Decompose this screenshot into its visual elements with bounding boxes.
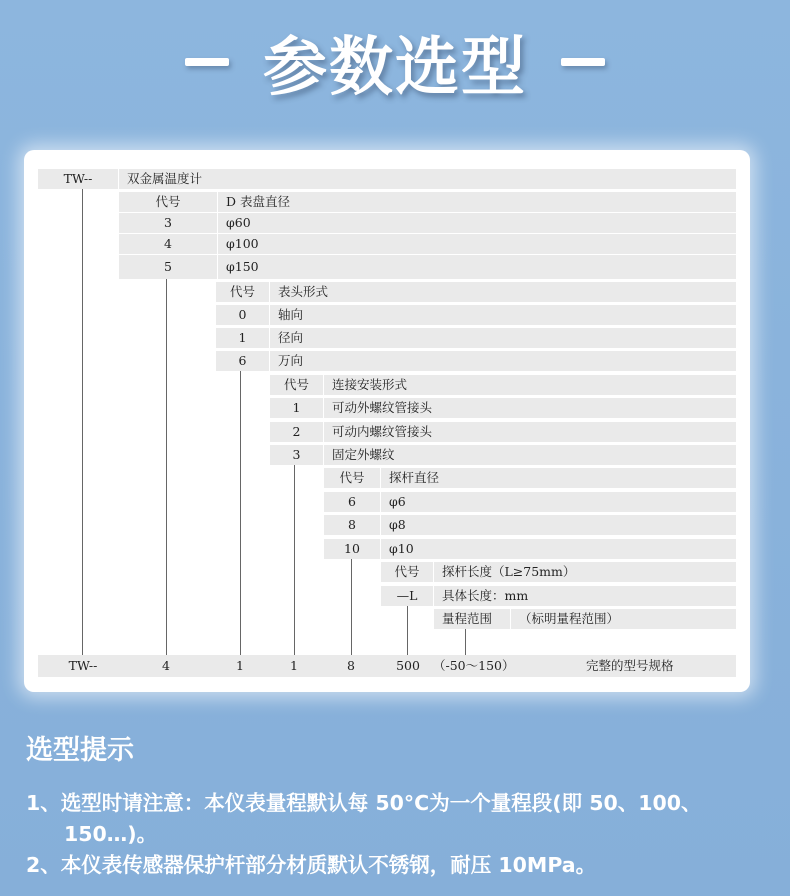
final-dial: 4 bbox=[162, 658, 170, 673]
length-code: —L bbox=[381, 586, 433, 606]
length-value: 具体长度：mm bbox=[434, 586, 736, 606]
head-value: 轴向 bbox=[270, 305, 736, 325]
length-code-header: 代号 bbox=[381, 562, 433, 582]
conn-value: 可动内螺纹管接头 bbox=[324, 422, 736, 442]
final-model-row bbox=[38, 655, 736, 677]
model-selection-table bbox=[24, 150, 750, 692]
connector-line bbox=[240, 371, 241, 655]
tips-heading: 选型提示 bbox=[26, 735, 134, 766]
title-left-dash bbox=[185, 58, 229, 66]
head-code: 6 bbox=[216, 351, 269, 371]
selection-table-panel bbox=[24, 150, 750, 692]
connector-line bbox=[294, 465, 295, 655]
final-range: （-50～150） bbox=[433, 658, 515, 673]
product-name-cell: 双金属温度计 bbox=[119, 169, 736, 189]
dial-value: φ60 bbox=[218, 213, 736, 233]
model-code-cell: TW-- bbox=[38, 169, 118, 189]
conn-value: 可动外螺纹管接头 bbox=[324, 398, 736, 418]
conn-value: 固定外螺纹 bbox=[324, 445, 736, 465]
conn-name-header: 连接安装形式 bbox=[324, 375, 736, 395]
rod-name-header: 探杆直径 bbox=[381, 468, 736, 488]
connector-line bbox=[351, 559, 352, 655]
tip-line: 150…)。 bbox=[64, 822, 158, 846]
rod-value: φ6 bbox=[381, 492, 736, 512]
tip-item bbox=[26, 788, 782, 850]
head-code: 1 bbox=[216, 328, 269, 348]
title-area bbox=[0, 12, 790, 112]
head-value: 万向 bbox=[270, 351, 736, 371]
connector-line bbox=[407, 606, 408, 655]
rod-code: 8 bbox=[324, 515, 380, 535]
connector-line bbox=[465, 629, 466, 655]
rod-code-header: 代号 bbox=[324, 468, 380, 488]
rod-code: 10 bbox=[324, 539, 380, 559]
dial-name-header: D 表盘直径 bbox=[218, 192, 736, 212]
conn-code: 3 bbox=[270, 445, 323, 465]
tip-line: 2、本仪表传感器保护杆部分材质默认不锈钢，耐压 10MPa。 bbox=[26, 853, 597, 877]
dial-code: 5 bbox=[119, 255, 217, 279]
dial-code: 4 bbox=[119, 234, 217, 254]
final-head: 1 bbox=[236, 658, 244, 673]
range-header: 量程范围 bbox=[434, 609, 510, 629]
dial-value: φ150 bbox=[218, 255, 736, 279]
rod-code: 6 bbox=[324, 492, 380, 512]
final-description: 完整的型号规格 bbox=[586, 658, 674, 673]
tip-line: 1、选型时请注意：本仪表量程默认每 50°C为一个量程段(即 50、100、 bbox=[26, 791, 702, 815]
dial-value: φ100 bbox=[218, 234, 736, 254]
rod-value: φ10 bbox=[381, 539, 736, 559]
final-length: 500 bbox=[396, 658, 420, 673]
head-code: 0 bbox=[216, 305, 269, 325]
conn-code-header: 代号 bbox=[270, 375, 323, 395]
head-value: 径向 bbox=[270, 328, 736, 348]
length-name-header: 探杆长度（L≥75mm） bbox=[434, 562, 736, 582]
final-conn: 1 bbox=[290, 658, 298, 673]
final-model: TW-- bbox=[68, 658, 98, 673]
dial-code-header: 代号 bbox=[119, 192, 217, 212]
head-code-header: 代号 bbox=[216, 282, 269, 302]
rod-value: φ8 bbox=[381, 515, 736, 535]
title-right-dash bbox=[561, 58, 605, 66]
range-note: （标明量程范围） bbox=[511, 609, 736, 629]
page-title: 参数选型 bbox=[263, 31, 527, 105]
connector-line bbox=[166, 279, 167, 655]
conn-code: 1 bbox=[270, 398, 323, 418]
dial-code: 3 bbox=[119, 213, 217, 233]
head-name-header: 表头形式 bbox=[270, 282, 736, 302]
final-rod: 8 bbox=[347, 658, 355, 673]
tip-item bbox=[26, 850, 782, 881]
connector-line bbox=[82, 189, 83, 655]
conn-code: 2 bbox=[270, 422, 323, 442]
